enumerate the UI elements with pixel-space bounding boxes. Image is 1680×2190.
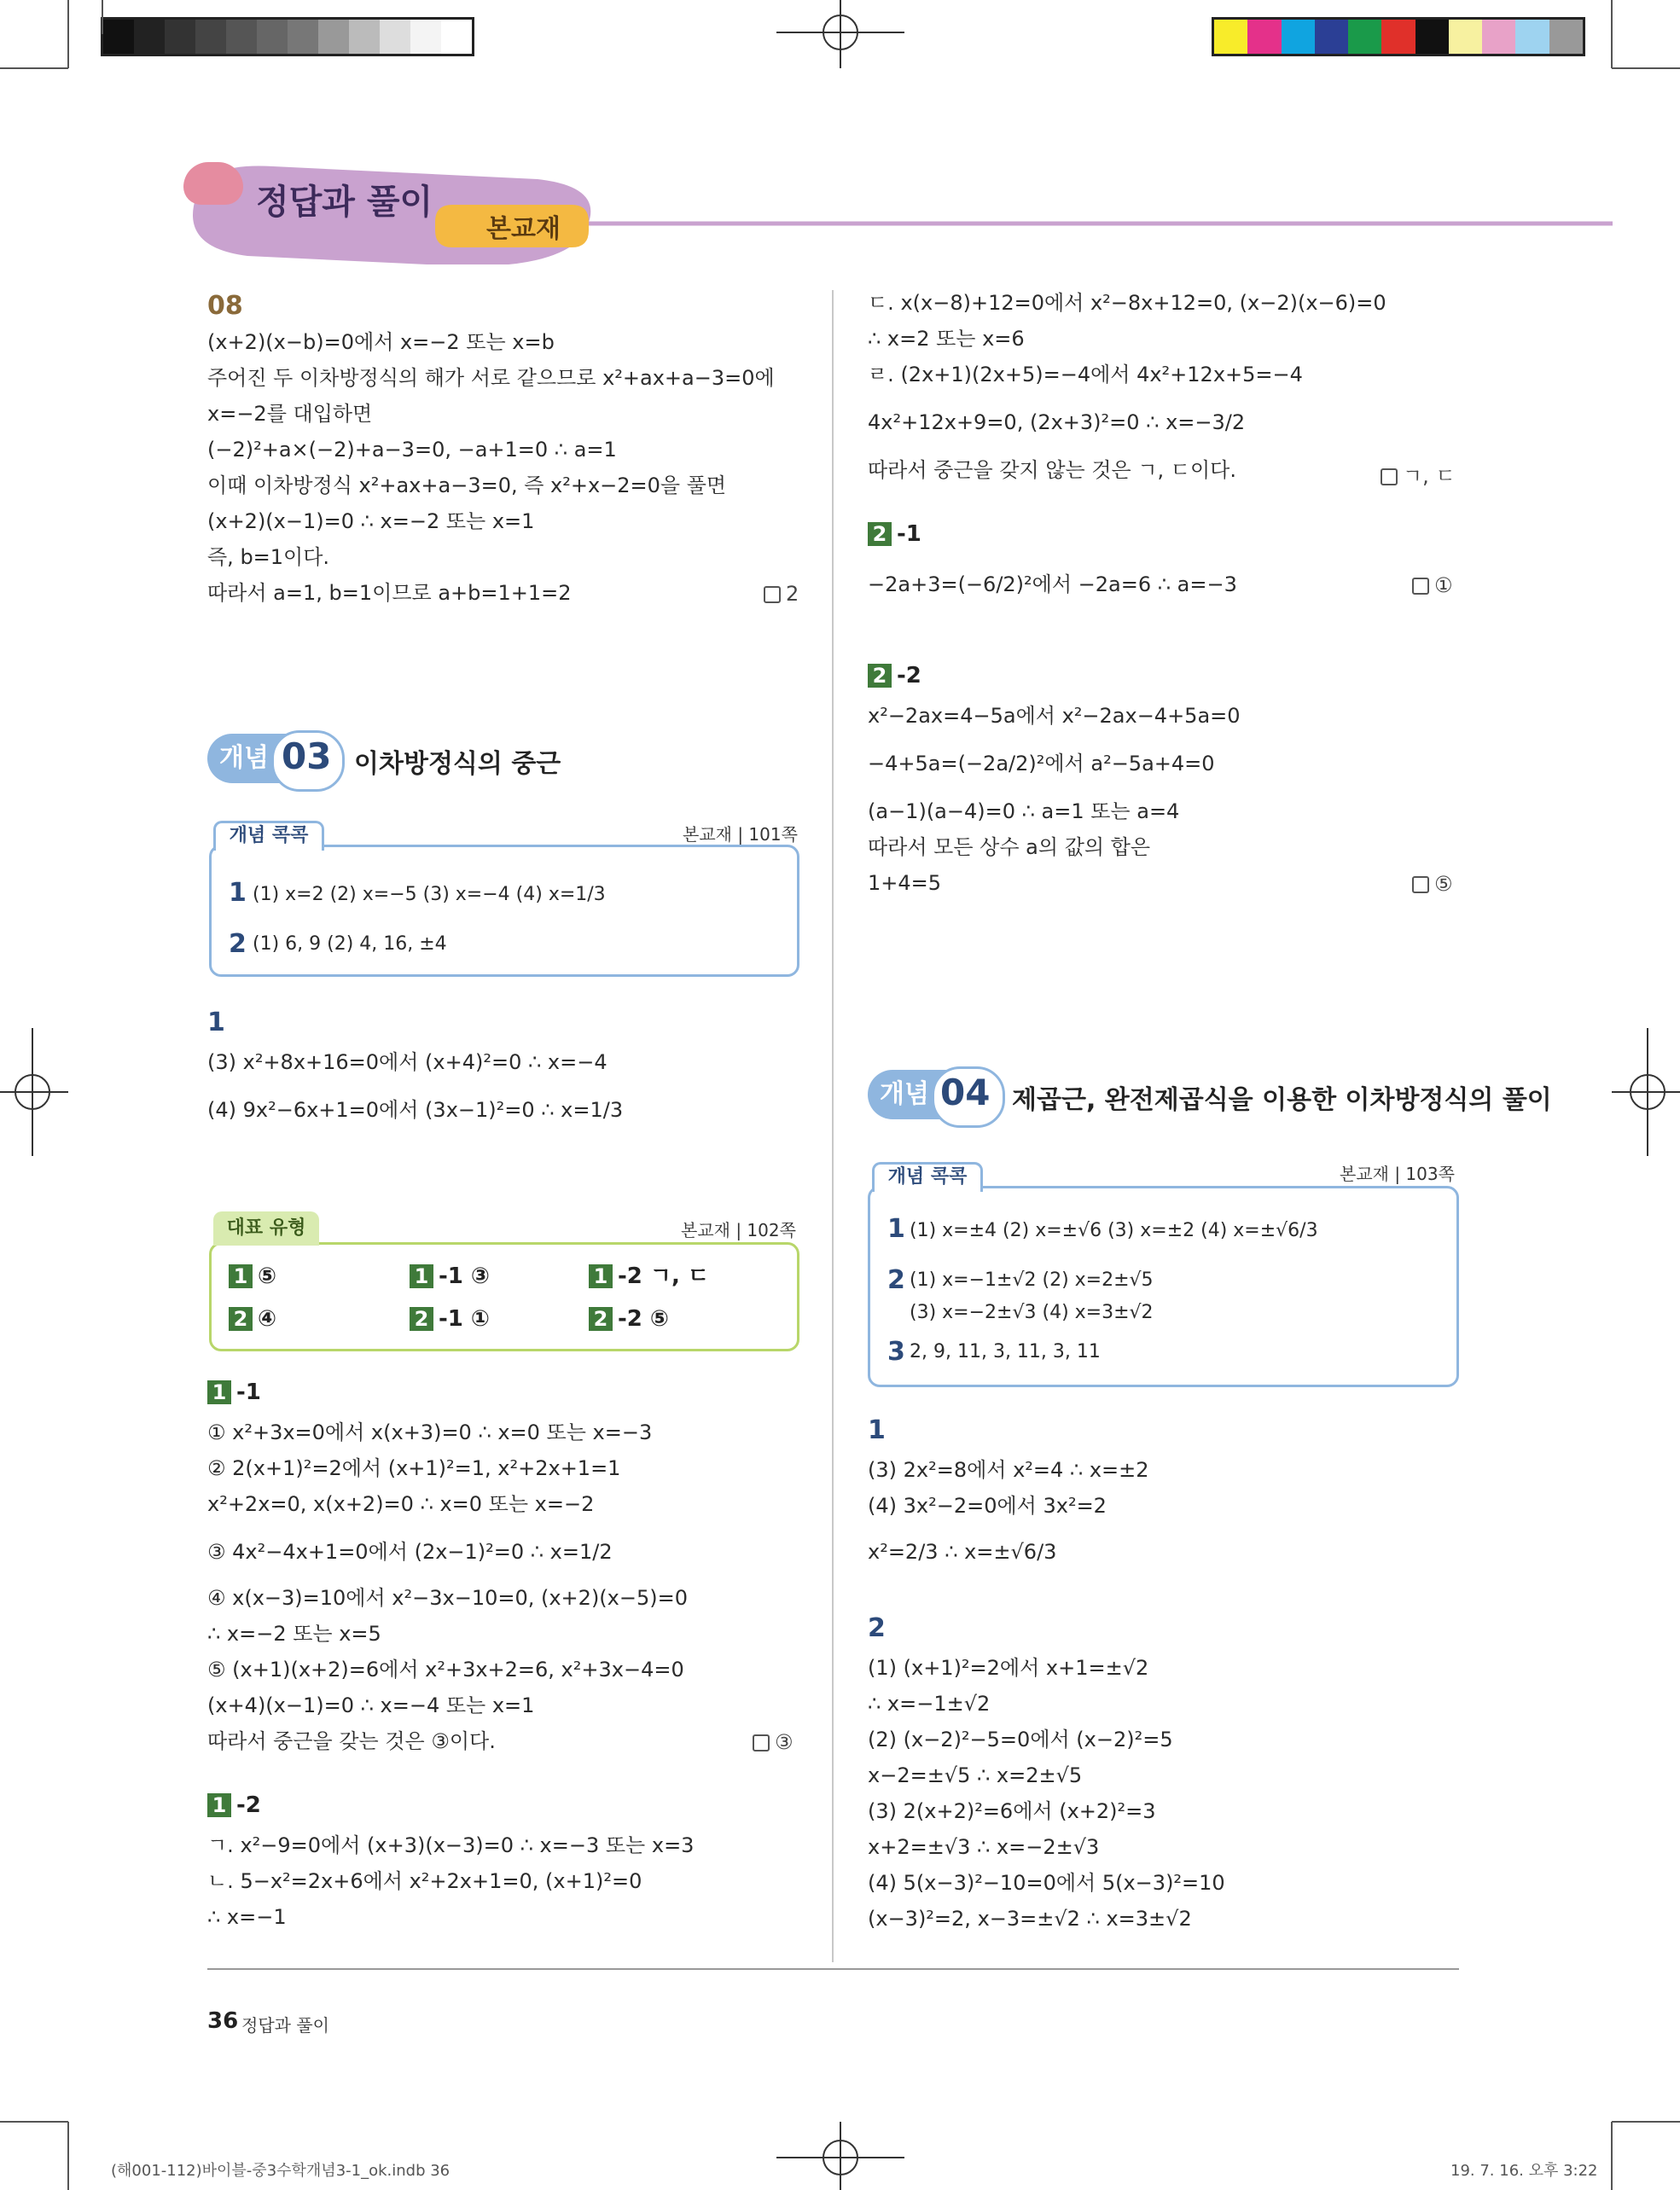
column-divider <box>832 290 834 1962</box>
problem-1-2-header: 1 -2 <box>207 1792 261 1819</box>
answer-icon <box>753 1734 770 1751</box>
box-row: (1) x=2 (2) x=−5 (3) x=−4 (4) x=1/3 <box>253 884 606 905</box>
problem-1-1-header: 1 -1 <box>207 1379 261 1406</box>
q2-line: (4) 5(x−3)²−10=0에서 5(x−3)²=10 <box>868 1871 1225 1895</box>
section-number: 04 <box>940 1072 991 1113</box>
p1-1-line: ② 2(x+1)²=2에서 (x+1)²=1, x²+2x+1=1 <box>207 1456 621 1480</box>
answer-icon <box>764 586 781 603</box>
p2-1-line: −2a+3=(−6/2)²에서 −2a=6 ∴ a=−3 <box>868 572 1237 596</box>
whale-icon <box>183 162 243 205</box>
page-ref: 본교재 | 101쪽 <box>683 824 798 845</box>
concept-box-label: 개념 콕콕 <box>872 1162 983 1192</box>
p08-line: 이때 이차방정식 x²+ax+a−3=0, 즉 x²+x−2=0을 풀면 <box>207 473 727 497</box>
footer-label: 정답과 풀이 <box>241 2015 329 2036</box>
p08-line: 따라서 a=1, b=1이므로 a+b=1+1=2 <box>207 581 572 605</box>
typical-box <box>209 1242 799 1351</box>
p2-2-line: x²−2ax=4−5a에서 x²−2ax−4+5a=0 <box>868 704 1241 728</box>
box-row-num: 1 <box>229 878 247 908</box>
section-title: 제곱근, 완전제곱식을 이용한 이차방정식의 풀이 <box>1012 1085 1552 1115</box>
typical-cell: 1 -2 ㄱ, ㄷ <box>589 1263 709 1290</box>
concept-box-label: 개념 콕콕 <box>213 821 324 851</box>
p2-2-line: −4+5a=(−2a/2)²에서 a²−5a+4=0 <box>868 752 1215 776</box>
q2-line: (2) (x−2)²−5=0에서 (x−2)²=5 <box>868 1728 1173 1751</box>
p1-2-line: ㄱ. x²−9=0에서 (x+3)(x−3)=0 ∴ x=−3 또는 x=3 <box>207 1833 695 1857</box>
p1-1-answer: ③ <box>753 1730 793 1754</box>
section-number: 03 <box>282 735 332 777</box>
p08-line: (x+2)(x−b)=0에서 x=−2 또는 x=b <box>207 330 555 354</box>
p1-1-line: ① x²+3x=0에서 x(x+3)=0 ∴ x=0 또는 x=−3 <box>207 1420 653 1444</box>
page-ref: 본교재 | 103쪽 <box>1340 1164 1455 1184</box>
p08-line: (−2)²+a×(−2)+a−3=0, −a+1=0 ∴ a=1 <box>207 438 617 462</box>
problem-1-number: 1 <box>207 1008 225 1037</box>
box-row-num: 2 <box>887 1265 905 1295</box>
section-label: 개념 <box>207 734 335 783</box>
box-row: (1) x=±4 (2) x=±√6 (3) x=±2 (4) x=±√6/3 <box>910 1220 1318 1241</box>
p2-2-answer: ⑤ <box>1412 872 1453 896</box>
p1-2-line: ㄴ. 5−x²=2x+6에서 x²+2x+1=0, (x+1)²=0 <box>207 1869 642 1893</box>
typical-box-label: 대표 유형 <box>213 1211 319 1246</box>
p08-line: 즉, b=1이다. <box>207 545 330 569</box>
section-title: 이차방정식의 중근 <box>354 749 561 779</box>
typical-cell: 1 ⑤ <box>229 1263 276 1290</box>
footer-rule <box>207 1968 1459 1970</box>
header-sub: 본교재 <box>486 214 561 244</box>
p1-1-line: 따라서 중근을 갖는 것은 ③이다. <box>207 1729 496 1753</box>
q1-line: (3) 2x²=8에서 x²=4 ∴ x=±2 <box>868 1458 1149 1482</box>
box-row: (3) x=−2±√3 (4) x=3±√2 <box>910 1302 1154 1323</box>
p1-1-line: ④ x(x−3)=10에서 x²−3x−10=0, (x+2)(x−5)=0 <box>207 1586 688 1610</box>
q1-line: (4) 3x²−2=0에서 3x²=2 <box>868 1494 1107 1518</box>
q2-line: (x−3)²=2, x−3=±√2 ∴ x=3±√2 <box>868 1907 1192 1931</box>
file-info: (해001-112)바이블-중3수학개념3-1_ok.indb 36 <box>111 2162 451 2180</box>
page-number: 36 <box>207 2008 239 2034</box>
p1-1-line: ⑤ (x+1)(x+2)=6에서 x²+3x+2=6, x²+3x−4=0 <box>207 1658 684 1682</box>
q2-line: (3) 2(x+2)²=6에서 (x+2)²=3 <box>868 1799 1156 1823</box>
problem-1-number: 1 <box>868 1415 886 1445</box>
p08-answer: 2 <box>764 582 799 606</box>
section-label: 개념 <box>868 1070 996 1119</box>
box-row: 2, 9, 11, 3, 11, 3, 11 <box>910 1341 1101 1362</box>
q2-line: x−2=±√5 ∴ x=2±√5 <box>868 1763 1083 1787</box>
cont-line: ∴ x=2 또는 x=6 <box>868 327 1025 351</box>
problem-2-1-header: 2 -1 <box>868 520 921 548</box>
box-row: (1) 6, 9 (2) 4, 16, ±4 <box>253 933 447 955</box>
p08-line: (x+2)(x−1)=0 ∴ x=−2 또는 x=1 <box>207 509 535 533</box>
print-date: 19. 7. 16. 오후 3:22 <box>1450 2162 1598 2180</box>
q2-line: (1) (x+1)²=2에서 x+1=±√2 <box>868 1656 1149 1680</box>
p2-1-answer: ① <box>1412 573 1453 597</box>
p1-1-line: (x+4)(x−1)=0 ∴ x=−4 또는 x=1 <box>207 1693 535 1717</box>
p1-line: (4) 9x²−6x+1=0에서 (3x−1)²=0 ∴ x=1/3 <box>207 1098 624 1122</box>
p1-line: (3) x²+8x+16=0에서 (x+4)²=0 ∴ x=−4 <box>207 1050 607 1074</box>
problem-2-number: 2 <box>868 1613 886 1643</box>
problem-2-2-header: 2 -2 <box>868 662 921 689</box>
box-row-num: 2 <box>229 929 247 959</box>
box-row: (1) x=−1±√2 (2) x=2±√5 <box>910 1269 1154 1291</box>
p08-line: x=−2를 대입하면 <box>207 402 373 426</box>
p2-2-line: 1+4=5 <box>868 871 942 895</box>
p1-1-line: ∴ x=−2 또는 x=5 <box>207 1622 381 1646</box>
box-row-num: 3 <box>887 1337 905 1367</box>
header-title: 정답과 풀이 <box>256 183 433 222</box>
q1-line: x²=2/3 ∴ x=±√6/3 <box>868 1540 1057 1564</box>
q2-line: ∴ x=−1±√2 <box>868 1692 991 1716</box>
typical-cell: 1 -1 ③ <box>410 1263 490 1290</box>
p08-line: 주어진 두 이차방정식의 해가 서로 같으므로 x²+ax+a−3=0에 <box>207 366 775 390</box>
p1-1-line: x²+2x=0, x(x+2)=0 ∴ x=0 또는 x=−2 <box>207 1492 595 1516</box>
q2-line: x+2=±√3 ∴ x=−2±√3 <box>868 1835 1100 1859</box>
cont-line: 따라서 중근을 갖지 않는 것은 ㄱ, ㄷ이다. <box>868 458 1236 482</box>
p1-1-line: ③ 4x²−4x+1=0에서 (2x−1)²=0 ∴ x=1/2 <box>207 1540 613 1564</box>
cont-line: 4x²+12x+9=0, (2x+3)²=0 ∴ x=−3/2 <box>868 410 1246 434</box>
answer-icon <box>1412 876 1429 893</box>
answer-icon <box>1412 578 1429 595</box>
typical-cell: 2 ④ <box>229 1305 276 1333</box>
p2-2-line: (a−1)(a−4)=0 ∴ a=1 또는 a=4 <box>868 799 1180 823</box>
typical-cell: 2 -1 ① <box>410 1305 490 1333</box>
cont-line: ㄷ. x(x−8)+12=0에서 x²−8x+12=0, (x−2)(x−6)=0 <box>868 291 1386 315</box>
p2-2-line: 따라서 모든 상수 a의 값의 합은 <box>868 835 1151 859</box>
box-row-num: 1 <box>887 1214 905 1244</box>
cont-answer: ㄱ, ㄷ <box>1381 459 1456 489</box>
typical-cell: 2 -2 ⑤ <box>589 1305 669 1333</box>
page-ref: 본교재 | 102쪽 <box>681 1220 796 1240</box>
answer-icon <box>1381 468 1398 485</box>
cont-line: ㄹ. (2x+1)(2x+5)=−4에서 4x²+12x+5=−4 <box>868 363 1303 386</box>
problem-08-number: 08 <box>207 291 243 321</box>
p1-2-line: ∴ x=−1 <box>207 1905 287 1929</box>
